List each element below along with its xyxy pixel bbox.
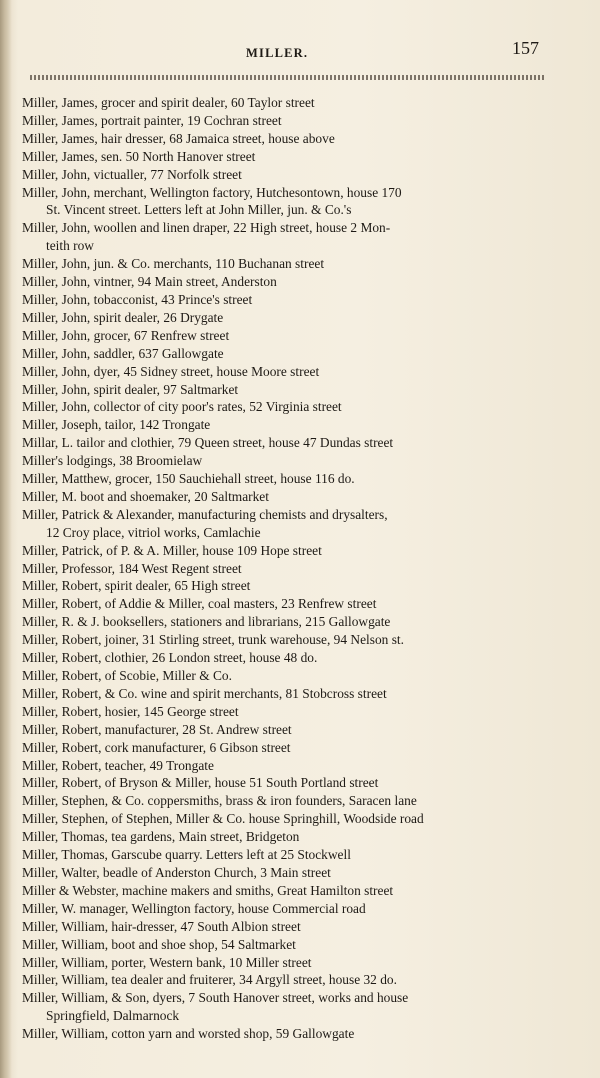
directory-entry [22, 828, 552, 846]
directory-entry [22, 506, 552, 542]
entry-line: Miller, Robert, of Scobie, Miller & Co. [22, 668, 232, 683]
entry-line: Miller, Patrick & Alexander, manufacturing chemists and drysalters, [22, 506, 388, 522]
directory-entry [22, 166, 552, 184]
directory-entry [22, 810, 552, 828]
entry-line: Miller, W. manager, Wellington factory, house Commercial road [22, 900, 366, 916]
entry-line: Miller, Robert, of Addie & Miller, coal masters, 23 Renfrew street [22, 596, 377, 612]
entry-line: Miller, John, dyer, 45 Sidney street, house Moore street [22, 363, 320, 379]
directory-entry [22, 667, 552, 685]
directory-entry [22, 94, 552, 112]
directory-entry [22, 398, 552, 416]
entry-line: Miller's lodgings, 38 Broomielaw [22, 453, 203, 469]
directory-entry [22, 739, 552, 757]
directory-entry [22, 954, 552, 972]
entry-line: Miller & Webster, machine makers and smiths, Great Hamilton street [22, 882, 394, 898]
directory-entry [22, 219, 552, 255]
entry-line: Miller, James, hair dresser, 68 Jamaica street, house above [22, 130, 335, 146]
directory-entry [22, 542, 552, 560]
entry-line: Miller, Robert, clothier, 26 London street, house 48 do. [22, 650, 318, 666]
entry-line: Miller, John, spirit dealer, 97 Saltmarket [22, 381, 239, 397]
entry-line: Millar, L. tailor and clothier, 79 Queen street, house 47 Dundas street [22, 435, 394, 451]
entry-continuation-line: teith row [46, 238, 94, 254]
directory-entry [22, 112, 552, 130]
directory-entry [22, 613, 552, 631]
directory-entry [22, 900, 552, 918]
entry-line: Miller, William, cotton yarn and worsted shop, 59 Gallowgate [22, 1026, 355, 1042]
directory-entry [22, 381, 552, 399]
directory-entry [22, 130, 552, 148]
directory-entry [22, 488, 552, 506]
directory-entry [22, 470, 552, 488]
entry-line: Miller, Robert, teacher, 49 Trongate [22, 757, 214, 773]
entry-line: Miller, Robert, & Co. wine and spirit merchants, 81 Stobcross street [22, 685, 387, 701]
directory-entry [22, 721, 552, 739]
directory-entry [22, 327, 552, 345]
directory-entry [22, 273, 552, 291]
page-header [0, 36, 600, 66]
directory-entry [22, 703, 552, 721]
entry-continuation-line: St. Vincent street. Letters left at John Miller, jun. & Co.'s [46, 202, 352, 218]
directory-entry [22, 864, 552, 882]
entry-line: Miller, John, grocer, 67 Renfrew street [22, 327, 230, 343]
entry-line: Miller, John, collector of city poor's rates, 52 Virginia street [22, 399, 342, 415]
entry-line: Miller, James, sen. 50 North Hanover street [22, 148, 256, 164]
entry-line: Miller, Thomas, Garscube quarry. Letters left at 25 Stockwell [22, 847, 351, 863]
entry-line: Miller, John, victualler, 77 Norfolk street [22, 166, 242, 182]
entry-line: Miller, John, saddler, 637 Gallowgate [22, 345, 224, 361]
entry-line: Miller, Walter, beadle of Anderston Church, 3 Main street [22, 864, 331, 880]
directory-entry [22, 1025, 552, 1043]
entry-line: Miller, Professor, 184 West Regent street [22, 560, 242, 576]
entry-line: Miller, William, porter, Western bank, 10 Miller street [22, 954, 312, 970]
entry-line: Miller, John, jun. & Co. merchants, 110 Buchanan street [22, 256, 325, 272]
directory-entry [22, 882, 552, 900]
directory-entries [22, 94, 552, 1043]
entry-line: Miller, John, tobacconist, 43 Prince's street [22, 291, 253, 307]
directory-entry [22, 255, 552, 273]
entry-line: Miller, Thomas, tea gardens, Main street, Bridgeton [22, 829, 300, 845]
page-binding-shadow [0, 0, 12, 1078]
entry-line: Miller, M. boot and shoemaker, 20 Saltmarket [22, 488, 269, 504]
directory-entry [22, 774, 552, 792]
entry-line: Miller, John, woollen and linen draper, 22 High street, house 2 Mon- [22, 220, 391, 236]
directory-entry [22, 184, 552, 220]
entry-line: Miller, Robert, cork manufacturer, 6 Gibson street [22, 739, 291, 755]
directory-entry [22, 792, 552, 810]
directory-entry [22, 649, 552, 667]
entry-line: Miller, Matthew, grocer, 150 Sauchiehall street, house 116 do. [22, 471, 355, 487]
entry-line: Miller, Robert, hosier, 145 George street [22, 703, 239, 719]
entry-line: Miller, James, grocer and spirit dealer, 60 Taylor street [22, 95, 315, 110]
entry-line: Miller, Robert, spirit dealer, 65 High street [22, 578, 251, 594]
entry-line: Miller, Robert, joiner, 31 Stirling street, trunk warehouse, 94 Nelson st. [22, 632, 404, 648]
entry-line: Miller, John, spirit dealer, 26 Drygate [22, 309, 224, 325]
entry-line: Miller, Robert, manufacturer, 28 St. Andrew street [22, 721, 292, 737]
entry-line: Miller, Robert, of Bryson & Miller, house 51 South Portland street [22, 775, 379, 791]
directory-entry [22, 291, 552, 309]
entry-line: Miller, Stephen, & Co. coppersmiths, brass & iron founders, Saracen lane [22, 793, 417, 809]
directory-entry [22, 685, 552, 703]
entry-continuation-line: 12 Croy place, vitriol works, Camlachie [46, 524, 261, 540]
directory-entry [22, 416, 552, 434]
directory-entry [22, 560, 552, 578]
entry-line: Miller, James, portrait painter, 19 Cochran street [22, 112, 282, 128]
directory-entry [22, 345, 552, 363]
entry-line: Miller, Stephen, of Stephen, Miller & Co. house Springhill, Woodside road [22, 811, 424, 827]
directory-entry [22, 577, 552, 595]
running-head: MILLER. [246, 46, 309, 60]
directory-entry [22, 148, 552, 166]
directory-entry [22, 309, 552, 327]
directory-entry [22, 971, 552, 989]
directory-entry [22, 452, 552, 470]
directory-entry [22, 846, 552, 864]
directory-entry [22, 631, 552, 649]
directory-entry [22, 989, 552, 1025]
entry-line: Miller, William, tea dealer and fruiterer, 34 Argyll street, house 32 do. [22, 972, 397, 988]
entry-line: Miller, John, merchant, Wellington factory, Hutchesontown, house 170 [22, 184, 402, 200]
entry-line: Miller, William, boot and shoe shop, 54 Saltmarket [22, 936, 296, 952]
entry-line: Miller, William, hair-dresser, 47 South Albion street [22, 918, 301, 934]
directory-entry [22, 363, 552, 381]
page-number: 157 [512, 38, 539, 58]
directory-entry [22, 918, 552, 936]
directory-entry [22, 936, 552, 954]
entry-continuation-line: Springfield, Dalmarnock [46, 1008, 180, 1024]
entry-line: Miller, John, vintner, 94 Main street, Anderston [22, 274, 277, 290]
entry-line: Miller, William, & Son, dyers, 7 South Hanover street, works and house [22, 990, 409, 1006]
entry-line: Miller, R. & J. booksellers, stationers and librarians, 215 Gallowgate [22, 614, 391, 630]
entry-line: Miller, Patrick, of P. & A. Miller, house 109 Hope street [22, 542, 322, 558]
entry-line: Miller, Joseph, tailor, 142 Trongate [22, 417, 211, 433]
directory-entry [22, 434, 552, 452]
directory-entry [22, 595, 552, 613]
directory-entry [22, 757, 552, 775]
decorative-rule [30, 75, 546, 80]
